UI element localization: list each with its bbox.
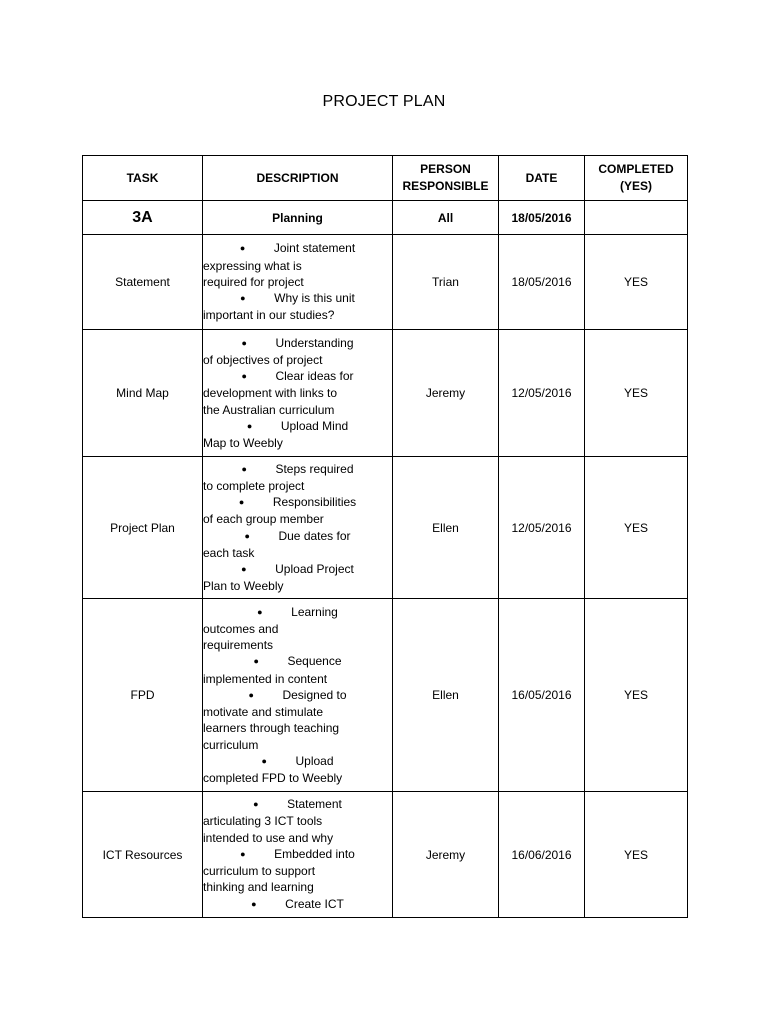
bullet-continuation: each task bbox=[203, 545, 255, 560]
bullet-item bbox=[203, 561, 392, 578]
bullet-icon: ● bbox=[241, 337, 247, 348]
task-cell: ICT Resources bbox=[83, 792, 203, 918]
bullet-continuation: important in our studies? bbox=[203, 308, 335, 323]
completed-cell: YES bbox=[585, 330, 688, 457]
table-row bbox=[83, 330, 688, 457]
bullet-icon: ● bbox=[248, 689, 254, 700]
bullet-continuation: requirements bbox=[203, 638, 274, 653]
bullet-item bbox=[203, 494, 392, 511]
bullet-continuation: curriculum bbox=[203, 737, 259, 752]
bullet-text: Create ICT bbox=[285, 896, 344, 911]
person-cell: Trian bbox=[393, 235, 499, 330]
description-cell bbox=[203, 235, 393, 330]
bullet-item bbox=[203, 653, 392, 670]
header-task: TASK bbox=[83, 156, 203, 201]
bullet-item bbox=[203, 753, 392, 770]
person-cell: Jeremy bbox=[393, 330, 499, 457]
bullet-continuation: required for project bbox=[203, 274, 304, 289]
date-cell: 18/05/2016 bbox=[499, 235, 585, 330]
bullet-icon: ● bbox=[241, 563, 247, 574]
bullet-continuation: learners through teaching bbox=[203, 721, 340, 736]
table-row bbox=[83, 599, 688, 792]
bullet-icon: ● bbox=[253, 799, 259, 810]
section-completed bbox=[585, 201, 688, 235]
bullet-text: Upload bbox=[295, 753, 334, 768]
bullet-icon: ● bbox=[251, 898, 257, 909]
bullet-text: Upload Project bbox=[275, 561, 354, 576]
bullet-continuation: intended to use and why bbox=[203, 830, 334, 845]
bullet-continuation: Map to Weebly bbox=[203, 436, 283, 450]
completed-cell: YES bbox=[585, 792, 688, 918]
description-cell bbox=[203, 457, 393, 599]
bullet-item bbox=[203, 846, 392, 863]
bullet-text: Learning bbox=[291, 604, 338, 619]
bullet-icon: ● bbox=[261, 755, 267, 766]
header-completed-line2: (YES) bbox=[619, 179, 652, 193]
bullet-icon: ● bbox=[238, 497, 245, 508]
table-row bbox=[83, 792, 688, 918]
bullet-item bbox=[203, 796, 392, 813]
section-date: 18/05/2016 bbox=[499, 201, 585, 235]
section-task: 3A bbox=[83, 201, 203, 235]
bullet-icon: ● bbox=[239, 243, 246, 254]
bullet-continuation: thinking and learning bbox=[203, 880, 314, 895]
table-row bbox=[83, 457, 688, 599]
bullet-continuation: of each group member bbox=[203, 512, 324, 527]
bullet-continuation: motivate and stimulate bbox=[203, 705, 324, 720]
bullet-continuation: articulating 3 ICT tools bbox=[203, 814, 323, 829]
header-person-line2: RESPONSIBLE bbox=[402, 179, 489, 193]
bullet-icon: ● bbox=[257, 606, 263, 617]
header-date: DATE bbox=[499, 156, 585, 201]
bullet-continuation: implemented in content bbox=[203, 671, 328, 686]
bullet-continuation: development with links to bbox=[203, 386, 338, 401]
bullet-continuation: to complete project bbox=[203, 478, 305, 493]
completed-cell: YES bbox=[585, 457, 688, 599]
bullet-item bbox=[203, 240, 392, 257]
bullet-icon: ● bbox=[246, 420, 253, 431]
bullet-item bbox=[203, 687, 392, 704]
header-person-line1: PERSON bbox=[420, 162, 471, 176]
bullet-continuation: curriculum to support bbox=[203, 864, 316, 879]
bullet-item bbox=[203, 461, 392, 478]
bullet-item bbox=[203, 290, 392, 307]
header-completed bbox=[585, 156, 688, 201]
bullet-text: Sequence bbox=[287, 654, 342, 669]
bullet-icon: ● bbox=[244, 530, 250, 541]
header-description: DESCRIPTION bbox=[203, 156, 393, 201]
bullet-icon: ● bbox=[240, 848, 246, 859]
bullet-icon: ● bbox=[253, 656, 259, 667]
description-cell bbox=[203, 792, 393, 918]
date-cell: 16/06/2016 bbox=[499, 792, 585, 918]
completed-cell: YES bbox=[585, 235, 688, 330]
table-row bbox=[83, 235, 688, 330]
section-description: Planning bbox=[203, 201, 393, 235]
section-row bbox=[83, 201, 688, 235]
bullet-item bbox=[203, 418, 392, 435]
bullet-item bbox=[203, 368, 392, 385]
bullet-icon: ● bbox=[241, 371, 247, 382]
header-person-responsible bbox=[393, 156, 499, 201]
bullet-text: Designed to bbox=[282, 687, 347, 702]
bullet-item bbox=[203, 335, 392, 352]
bullet-text: Embedded into bbox=[274, 846, 355, 861]
bullet-item bbox=[203, 896, 392, 913]
bullet-continuation: Plan to Weebly bbox=[203, 579, 284, 594]
task-cell: FPD bbox=[83, 599, 203, 792]
description-cell bbox=[203, 599, 393, 792]
bullet-text: Joint statement bbox=[273, 241, 356, 256]
bullet-item bbox=[203, 604, 392, 621]
bullet-text: Why is this unit bbox=[274, 291, 355, 306]
bullet-continuation: outcomes and bbox=[203, 622, 279, 637]
description-cell bbox=[203, 330, 393, 457]
header-completed-line1: COMPLETED bbox=[598, 162, 674, 176]
section-person: All bbox=[393, 201, 499, 235]
bullet-text: Responsibilities bbox=[272, 495, 357, 510]
document-title: PROJECT PLAN bbox=[322, 93, 446, 110]
bullet-continuation: completed FPD to Weebly bbox=[203, 770, 343, 785]
bullet-text: Clear ideas for bbox=[275, 369, 354, 384]
person-cell: Jeremy bbox=[393, 792, 499, 918]
task-rows bbox=[83, 235, 688, 918]
bullet-continuation: expressing what is bbox=[203, 258, 302, 273]
bullet-item bbox=[203, 528, 392, 545]
bullet-text: Steps required bbox=[275, 461, 354, 476]
bullet-icon: ● bbox=[241, 463, 247, 474]
person-cell: Ellen bbox=[393, 599, 499, 792]
bullet-continuation: the Australian curriculum bbox=[203, 402, 335, 417]
date-cell: 16/05/2016 bbox=[499, 599, 585, 792]
header-row bbox=[83, 156, 688, 201]
task-cell: Mind Map bbox=[83, 330, 203, 457]
date-cell: 12/05/2016 bbox=[499, 457, 585, 599]
bullet-icon: ● bbox=[240, 293, 246, 304]
task-cell: Statement bbox=[83, 235, 203, 330]
bullet-text: Upload Mind bbox=[280, 418, 349, 433]
bullet-text: Due dates for bbox=[278, 528, 351, 543]
bullet-text: Statement bbox=[287, 797, 342, 812]
project-plan-table bbox=[82, 155, 688, 918]
bullet-text: Understanding bbox=[275, 335, 354, 350]
date-cell: 12/05/2016 bbox=[499, 330, 585, 457]
bullet-continuation: of objectives of project bbox=[203, 352, 323, 367]
task-cell: Project Plan bbox=[83, 457, 203, 599]
person-cell: Ellen bbox=[393, 457, 499, 599]
completed-cell: YES bbox=[585, 599, 688, 792]
